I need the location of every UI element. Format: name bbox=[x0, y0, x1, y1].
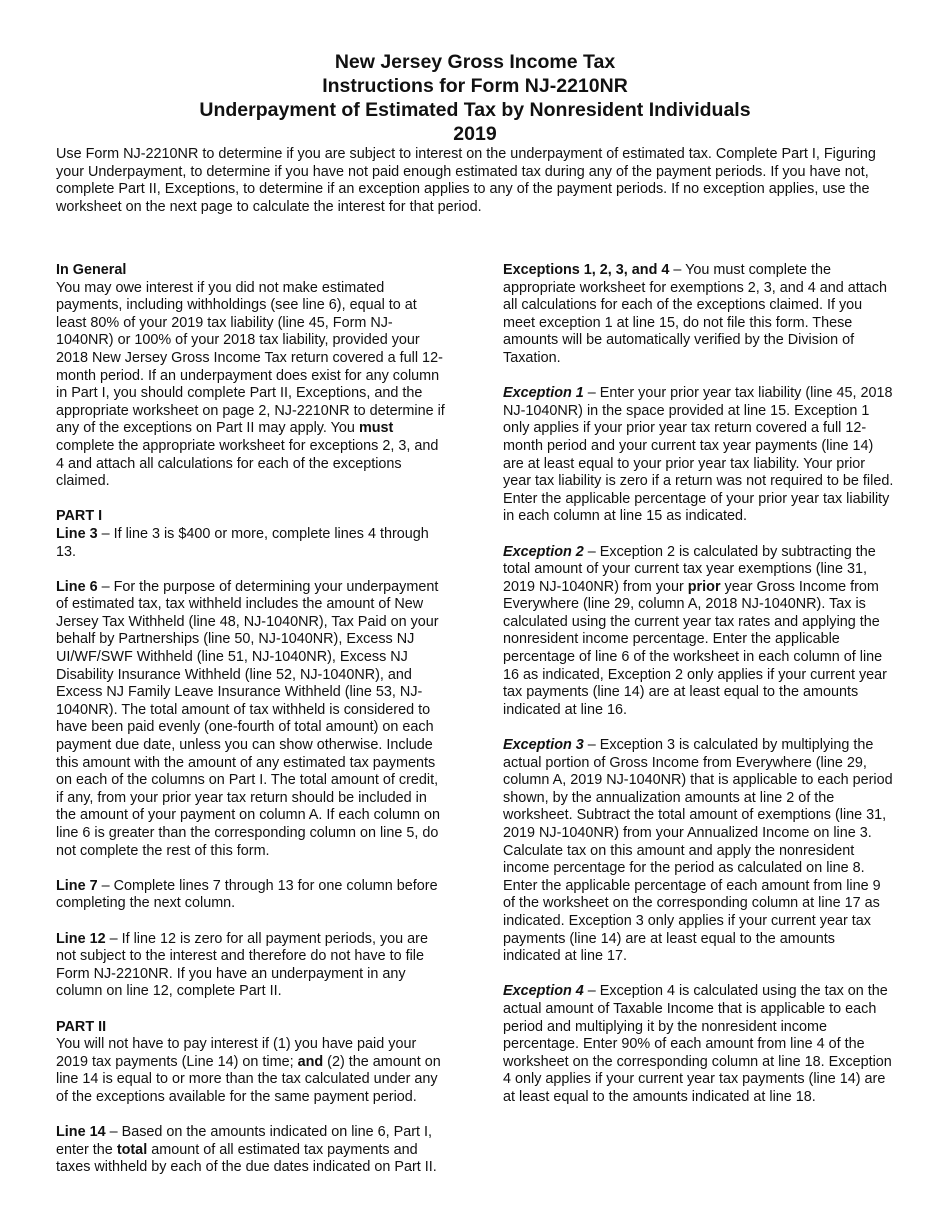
title-year: 2019 bbox=[453, 123, 497, 145]
section-part-1 bbox=[56, 508, 449, 561]
section-line-7 bbox=[56, 878, 449, 913]
title-line-2: Instructions for Form NJ-2210NR bbox=[322, 75, 628, 97]
section-exception-3 bbox=[503, 737, 896, 966]
heading-in-general: In General bbox=[56, 262, 127, 278]
section-exception-1 bbox=[503, 385, 896, 526]
line14-text-b: amount of all estimated tax payments and taxes withheld by each of the due dates indicated on Part II. bbox=[56, 1141, 437, 1176]
in-general-must: must bbox=[358, 420, 394, 437]
section-in-general bbox=[56, 262, 449, 491]
section-line-12 bbox=[56, 931, 449, 1001]
exception4-label: Exception 4 bbox=[503, 983, 584, 1000]
line3-label: Line 3 bbox=[56, 525, 98, 542]
section-line-14 bbox=[56, 1124, 449, 1177]
line14-label: Line 14 bbox=[56, 1124, 106, 1141]
exception1-label: Exception 1 bbox=[503, 385, 584, 402]
line14-total: total bbox=[116, 1141, 148, 1158]
right-column bbox=[503, 262, 896, 1124]
part2-text-b: (2) the amount on line 14 is equal to or more than the tax calculated under any of the exceptions available for the same payment period. bbox=[56, 1053, 441, 1105]
in-general-text-b: complete the appropriate worksheet for exceptions 2, 3, and 4 and attach all calculations for each of the exceptions claimed. bbox=[56, 437, 439, 490]
line7-text: – Complete lines 7 through 13 for one column before completing the next column. bbox=[56, 877, 438, 912]
line6-text: – For the purpose of determining your underpayment of estimated tax, tax withheld includes the amount of New Jersey Tax Withheld (line 48, NJ-1040NR), Tax Paid on your behalf by Partnerships (line 50, NJ-1040NR), Excess NJ UI/WF/SWF Withheld (line 51, NJ-1040NR), Excess NJ Disability Insurance Withheld (line 52, NJ-1040NR), and Excess NJ Family Leave Insurance Withheld (line 53, NJ-1040NR). The total amount of tax withheld is considered to have been paid evenly (one-fourth of total amount) on each payment due date, unless you can show otherwise. Include this amount with the amount of any estimated tax payments on each of the columns on Part I. The total amount of credit, if any, from your prior year tax return should be included in the amount of your payment on column A. If each column on line 6 is greater than the corresponding column on line 5, do not complete the rest of this form. bbox=[56, 578, 440, 859]
section-part-2 bbox=[56, 1019, 449, 1107]
exception1-text: – Enter your prior year tax liability (line 45, 2018 NJ-1040NR) in the space provided at line 15. Exception 1 only applies if your prior year tax return covered a full 12-month period and your current tax year payments (line 14) are at least equal to your prior year tax liability. Your prior year tax liability is zero if a return was not required to be filed. Enter the applicable percentage of your prior year tax liability in each column at line 15 as indicated. bbox=[503, 385, 894, 525]
section-exception-2 bbox=[503, 544, 896, 720]
part2-text-a: You will not have to pay interest if (1) you have paid your 2019 tax payments (Line 14) on time; bbox=[56, 1036, 417, 1070]
section-exception-4 bbox=[503, 983, 896, 1106]
line12-text: – If line 12 is zero for all payment periods, you are not subject to the interest and therefore do not have to file Form NJ-2210NR. If you have an underpayment in any column on line 12, complete Part II. bbox=[56, 930, 428, 1000]
line14-text-a: – Based on the amounts indicated on line 6, Part I, enter the bbox=[56, 1124, 432, 1158]
line3-text: – If line 3 is $400 or more, complete lines 4 through 13. bbox=[56, 525, 429, 560]
section-exceptions-all bbox=[503, 262, 896, 368]
title-line-1: New Jersey Gross Income Tax bbox=[334, 51, 616, 73]
exception4-text: – Exception 4 is calculated using the tax on the actual amount of Taxable Income that is applicable to each period and multiplying it by the nonresident income percentage. Enter 90% of each amount from line 4 of the worksheet on the corresponding column at line 18. Exception 4 only applies if your current year tax payments (line 14) are at least equal to the amounts indicated at line 18. bbox=[503, 983, 892, 1105]
exception3-text: – Exception 3 is calculated by multiplying the actual portion of Gross Income from Everywhere (line 29, column A, 2019 NJ-1040NR) that is applicable to each period shown, by the annualization amounts at line 2 of the worksheet. Subtract the total amount of exemptions (line 31, 2019 NJ-1040NR) from your Annualized Income on line 3. Calculate tax on this amount and apply the nonresident income percentage for the period as calculated on line 8. Enter the applicable percentage of each amount from line 9 of the worksheet on the corresponding column at line 17 as indicated. Exception 3 only applies if your current year tax payments (line 14) are at least equal to the amounts indicated at line 17. bbox=[503, 737, 893, 965]
exception2-text-a: – Exception 2 is calculated by subtracting the total amount of your current tax year exemptions (line 31, 2019 NJ-1040NR) from your bbox=[503, 543, 876, 595]
part2-and: and bbox=[297, 1053, 324, 1070]
exception2-label: Exception 2 bbox=[503, 543, 584, 560]
heading-part-1: PART I bbox=[56, 508, 103, 525]
exceptions-all-label: Exceptions 1, 2, 3, and 4 bbox=[503, 262, 670, 278]
document-title bbox=[0, 50, 950, 146]
exception3-label: Exception 3 bbox=[503, 737, 584, 754]
intro-paragraph: Use Form NJ-2210NR to determine if you are subject to interest on the underpayment of estimated tax. Complete Part I, Figuring your Underpayment, to determine if you have not paid enough estimated tax during any of the payment periods. If you have not, complete Part II, Exceptions, to determine if an exception applies to any of the payment periods. If no exception applies, use the worksheet on the next page to calculate the interest for that period. bbox=[56, 146, 876, 215]
exception2-prior: prior bbox=[687, 578, 721, 595]
line7-label: Line 7 bbox=[56, 877, 98, 894]
exception2-text-b: year Gross Income from Everywhere (line 29, column A, 2018 NJ-1040NR). Tax is calculated using the current year tax rates and applying the nonresident income percentage. Enter the applicable percentage of line 6 of the worksheet in each column of line 16 as indicated, Exception 2 only applies if your current year tax payments (line 14) are at least equal to the amounts indicated at line 16. bbox=[503, 578, 887, 718]
exceptions-all-text: – You must complete the appropriate worksheet for exemptions 2, 3, and 4 and attach all calculations for each of the exceptions claimed. If you meet exception 1 at line 15, do not file this form. These amounts will be automatically verified by the Division of Taxation. bbox=[503, 262, 887, 366]
title-line-3: Underpayment of Estimated Tax by Nonresident Individuals bbox=[199, 99, 751, 121]
in-general-text-a: You may owe interest if you did not make estimated payments, including withholdings (see line 6), equal to at least 80% of your 2019 tax liability (line 45, Form NJ-1040NR) or 100% of your 2018 tax liability, provided your 2018 New Jersey Gross Income Tax return covered a full 12-month period. If an underpayment does exist for any column in Part I, you should complete Part II, Exceptions, and the appropriate worksheet on page 2, NJ-2210NR to determine if any of the exceptions on Part II may apply. You bbox=[56, 279, 445, 437]
left-column bbox=[56, 262, 449, 1194]
line12-label: Line 12 bbox=[56, 930, 106, 947]
heading-part-2: PART II bbox=[56, 1018, 107, 1035]
section-line-6 bbox=[56, 579, 449, 861]
line6-label: Line 6 bbox=[56, 578, 98, 595]
